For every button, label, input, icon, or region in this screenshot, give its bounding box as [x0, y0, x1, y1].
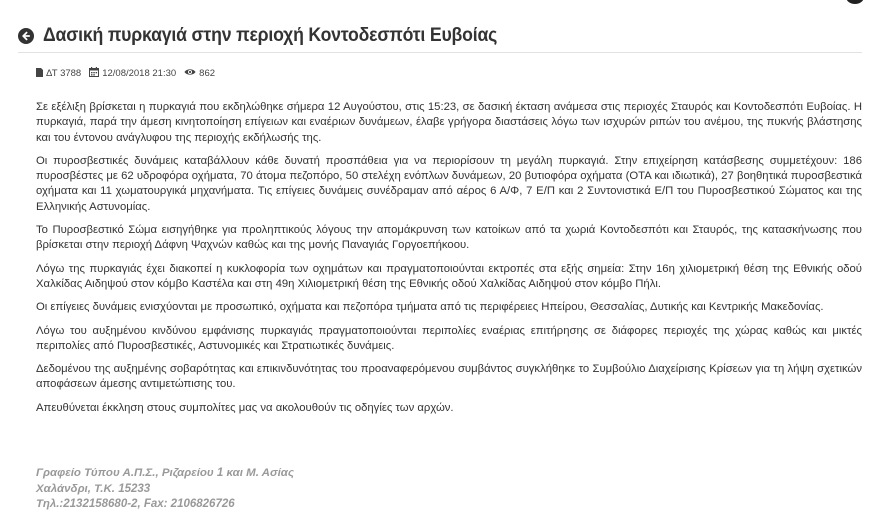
article-paragraph: Το Πυροσβεστικό Σώμα εισηγήθηκε για προληπτικούς λόγους την απομάκρυνση των κατοίκων από τα χωριά Κοντοδεσπότι και Σταυρός, της κατασκήνωσης που βρίσκεται στην περιοχή Δάφνη Ψαχνών καθώς και της μονής Παναγιάς Γοργοεπήκοου. — [36, 224, 862, 252]
article-paragraph: Οι πυροσβεστικές δυνάμεις καταβάλλουν κάθε δυνατή προσπάθεια για να περιορίσουν τη μεγάλη πυρκαγιά. Στην επιχείρηση κατάσβεσης συμμετέχουν: 186 πυροσβέστες με 62 υδροφόρα οχήματα, 70 άτομα πεζοπόρο, 50 στελέχη ενόπλων δυνάμεων, 20 βυτιοφόρα οχήματα (ΟΤΑ και ιδιωτικά), 27 βοηθητικά πυροσβεστικά οχήματα και 11 χωματουργικά μηχανήματα. Τις επίγειες δυνάμεις συνέδραμαν από αέρος 6 Α/Φ, 7 Ε/Π και 2 Συντονιστικά Ε/Π του Πυροσβεστικού Σώματος και της Ελληνικής Αστυνομίας. — [36, 154, 862, 213]
press-office-address: Γραφείο Τύπου Α.Π.Σ., Ριζαρείου 1 και Μ. Ασίας — [36, 467, 295, 479]
meta-date — [89, 67, 176, 80]
back-arrow-icon[interactable] — [18, 28, 34, 44]
meta-datetime: 12/08/2018 21:30 — [102, 68, 177, 79]
press-office-city: Χαλάνδρι, Τ.Κ. 15233 — [36, 482, 151, 495]
article-meta — [36, 67, 223, 80]
article-paragraph: Οι επίγειες δυνάμεις ενισχύονται με προσωπικό, οχήματα και πεζοπόρα τμήματα από τις περιφέρειες Ηπείρου, Θεσσαλίας, Δυτικής και Κεντρικής Μακεδονίας. — [36, 301, 824, 314]
article-header — [18, 22, 862, 50]
article-paragraph: Λόγω του αυξημένου κινδύνου εμφάνισης πυρκαγιάς πραγματοποιούνται περιπολίες εναέριας επιτήρησης σε διάφορες περιοχές της χώρας καθώς και μικτές περιπολίες από Πυροσβεστικές, Αστυνομικές και Στρατιωτικές δυνάμεις. — [36, 324, 862, 352]
article-paragraph: Λόγω της πυρκαγιάς έχει διακοπεί η κυκλοφορία των οχημάτων και πραγματοποιούνται εκτροπές στα εξής σημεία: Στην 16η χιλιομετρική θέση της Εθνικής οδού Χαλκίδας Αιδηψού στον κόμβο Καστέλα και στη 49η Χιλιομετρική θέση της Εθνικής οδού Χαλκίδας Αιδηψού στον κόμβο Πήλι. — [36, 262, 862, 290]
meta-views — [184, 68, 215, 79]
calendar-icon — [89, 67, 102, 80]
top-corner-mark — [846, 0, 864, 4]
file-icon — [36, 68, 46, 80]
article-paragraph: Δεδομένου της αυξημένης σοβαρότητας και επικινδυνότητας του προαναφερόμενου συμβάντος συγκλήθηκε το Συμβούλιο Διαχείρισης Κρίσεων για τη λήψη σχετικών αποφάσεων άμεσης αντιμετώπισης του. — [36, 363, 862, 391]
press-office-contact — [36, 466, 536, 513]
article-paragraph: Σε εξέλιξη βρίσκεται η πυρκαγιά που εκδηλώθηκε σήμερα 12 Αυγούστου, στις 15:23, σε δασική έκταση ανάμεσα στις περιοχές Σταυρός και Κοντοδεσπότι Ευβοίας. Η πυρκαγιά, παρά την άμεση κινητοποίηση επίγειων και εναέριων δυνάμεων, έλαβε γρήγορα διαστάσεις λόγω των ισχυρών ριπών του ανέμου, της πυκνής βλάστησης και του έντονου ανάγλυφου της περιοχής εκδήλωσής της. — [36, 101, 862, 144]
eye-icon — [184, 68, 199, 79]
article-paragraph: Απευθύνεται έκκληση στους συμπολίτες μας να ακολουθούν τις οδηγίες των αρχών. — [36, 401, 454, 414]
page-title: Δασική πυρκαγιά στην περιοχή Κοντοδεσπότι Ευβοίας — [43, 25, 498, 46]
title-divider — [18, 52, 862, 53]
article-body — [36, 100, 862, 424]
press-office-phone: Τηλ.:2132158680-2, Fax: 2106826726 — [36, 498, 235, 510]
meta-id — [36, 68, 81, 80]
meta-id-label: ΔΤ 3788 — [46, 68, 82, 79]
meta-views-count: 862 — [199, 68, 216, 79]
